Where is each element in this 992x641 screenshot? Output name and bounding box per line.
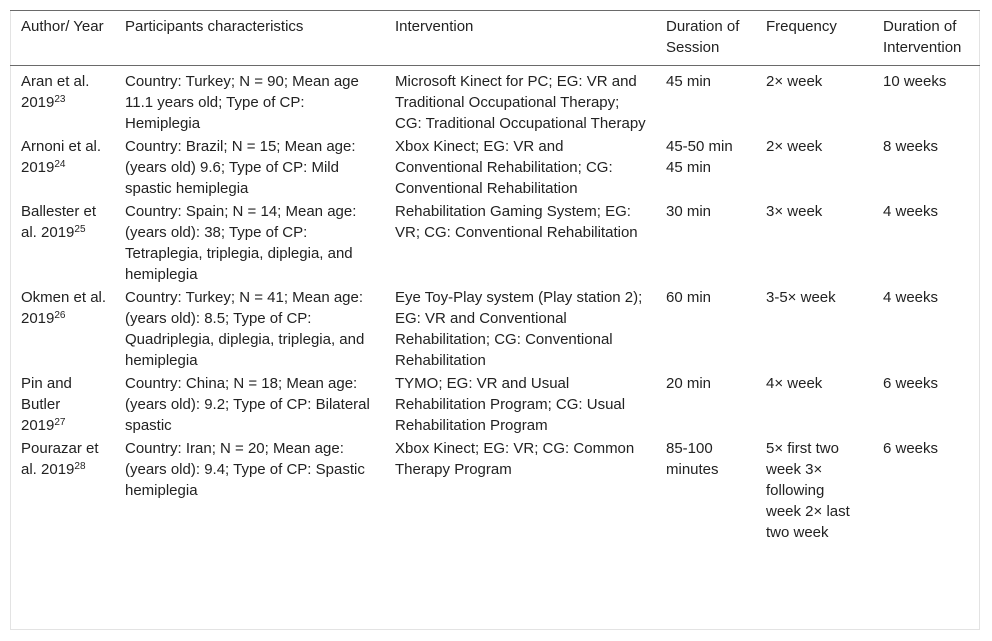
table-row bbox=[10, 66, 980, 136]
author-text: Aran et al. 2019 bbox=[21, 73, 90, 111]
studies-table bbox=[10, 10, 980, 544]
intervention-cell: TYMO; EG: VR and Usual Rehabilitation Program; CG: Usual Rehabilitation Program bbox=[395, 375, 626, 434]
table-body bbox=[10, 66, 980, 545]
reference-number: 28 bbox=[74, 461, 86, 472]
header-intervention: Intervention bbox=[384, 11, 655, 66]
intervention-cell: Xbox Kinect; EG: VR; CG: Common Therapy Program bbox=[395, 440, 635, 478]
duration-intervention-cell: 6 weeks bbox=[883, 375, 939, 392]
header-duration-intervention: Duration of Intervention bbox=[872, 11, 980, 66]
participants-cell: Country: Iran; N = 20; Mean age:(years old): 9.4; Type of CP: Spastic hemiplegia bbox=[125, 440, 365, 499]
intervention-cell: Xbox Kinect; EG: VR and Conventional Rehabilitation; CG: Conventional Rehabilitation bbox=[395, 138, 613, 197]
header-row bbox=[10, 11, 980, 66]
participants-cell: Country: Turkey; N = 41; Mean age:(years old): 8.5; Type of CP: Quadriplegia, diplegia, triplegia, and hemiplegia bbox=[125, 289, 365, 369]
duration-session-cell: 45 min bbox=[666, 73, 712, 90]
header-duration-session: Duration of Session bbox=[655, 11, 755, 66]
frequency-cell: 5× first two week 3× following week 2× last two week bbox=[766, 440, 850, 541]
table-row bbox=[10, 437, 980, 544]
reference-number: 25 bbox=[74, 224, 86, 235]
header-participants: Participants characteristics bbox=[114, 11, 384, 66]
duration-intervention-cell: 4 weeks bbox=[883, 289, 939, 306]
duration-session-cell: 45-50 min 45 min bbox=[666, 138, 733, 176]
table-header bbox=[10, 11, 980, 66]
participants-cell: Country: Brazil; N = 15; Mean age:(years old) 9.6; Type of CP: Mild spastic hemiplegia bbox=[125, 138, 356, 197]
reference-number: 24 bbox=[54, 159, 66, 170]
intervention-cell: Rehabilitation Gaming System; EG: VR; CG: Conventional Rehabilitation bbox=[395, 203, 638, 241]
duration-intervention-cell: 6 weeks bbox=[883, 440, 939, 457]
duration-intervention-cell: 4 weeks bbox=[883, 203, 939, 220]
author-cell bbox=[10, 200, 114, 286]
author-cell bbox=[10, 66, 114, 136]
duration-intervention-cell: 8 weeks bbox=[883, 138, 939, 155]
table-row bbox=[10, 286, 980, 372]
frequency-cell: 3-5× week bbox=[766, 289, 836, 306]
author-cell bbox=[10, 286, 114, 372]
duration-intervention-cell: 10 weeks bbox=[883, 73, 947, 90]
frequency-cell: 2× week bbox=[766, 73, 823, 90]
duration-session-cell: 20 min bbox=[666, 375, 712, 392]
frequency-cell: 3× week bbox=[766, 203, 823, 220]
table-row bbox=[10, 135, 980, 200]
intervention-cell: Microsoft Kinect for PC; EG: VR and Traditional Occupational Therapy; CG: Traditional Occupational Therapy bbox=[395, 73, 646, 132]
participants-cell: Country: China; N = 18; Mean age:(years old): 9.2; Type of CP: Bilateral spastic bbox=[125, 375, 370, 434]
table-row bbox=[10, 372, 980, 437]
reference-number: 23 bbox=[54, 94, 66, 105]
participants-cell: Country: Turkey; N = 90; Mean age 11.1 years old; Type of CP: Hemiplegia bbox=[125, 73, 359, 132]
reference-number: 27 bbox=[54, 417, 66, 428]
participants-cell: Country: Spain; N = 14; Mean age:(years old): 38; Type of CP: Tetraplegia, triplegia, diplegia, and hemiplegia bbox=[125, 203, 357, 283]
table-row bbox=[10, 200, 980, 286]
frequency-cell: 4× week bbox=[766, 375, 823, 392]
intervention-cell: Eye Toy-Play system (Play station 2); EG: VR and Conventional Rehabilitation; CG: Conventional Rehabilitation bbox=[395, 289, 643, 369]
author-text: Okmen et al. 2019 bbox=[21, 289, 107, 327]
reference-number: 26 bbox=[54, 310, 66, 321]
frequency-cell: 2× week bbox=[766, 138, 823, 155]
duration-session-cell: 85-100 minutes bbox=[666, 440, 719, 478]
author-text: Arnoni et al. 2019 bbox=[21, 138, 102, 176]
author-cell bbox=[10, 437, 114, 544]
author-cell bbox=[10, 372, 114, 437]
header-author-year: Author/ Year bbox=[10, 11, 114, 66]
author-text: Pourazar et al. 2019 bbox=[21, 440, 99, 478]
author-text: Ballester et al. 2019 bbox=[21, 203, 97, 241]
duration-session-cell: 60 min bbox=[666, 289, 712, 306]
author-text: Pin and Butler 2019 bbox=[21, 375, 72, 434]
duration-session-cell: 30 min bbox=[666, 203, 712, 220]
header-frequency: Frequency bbox=[755, 11, 872, 66]
author-cell bbox=[10, 135, 114, 200]
